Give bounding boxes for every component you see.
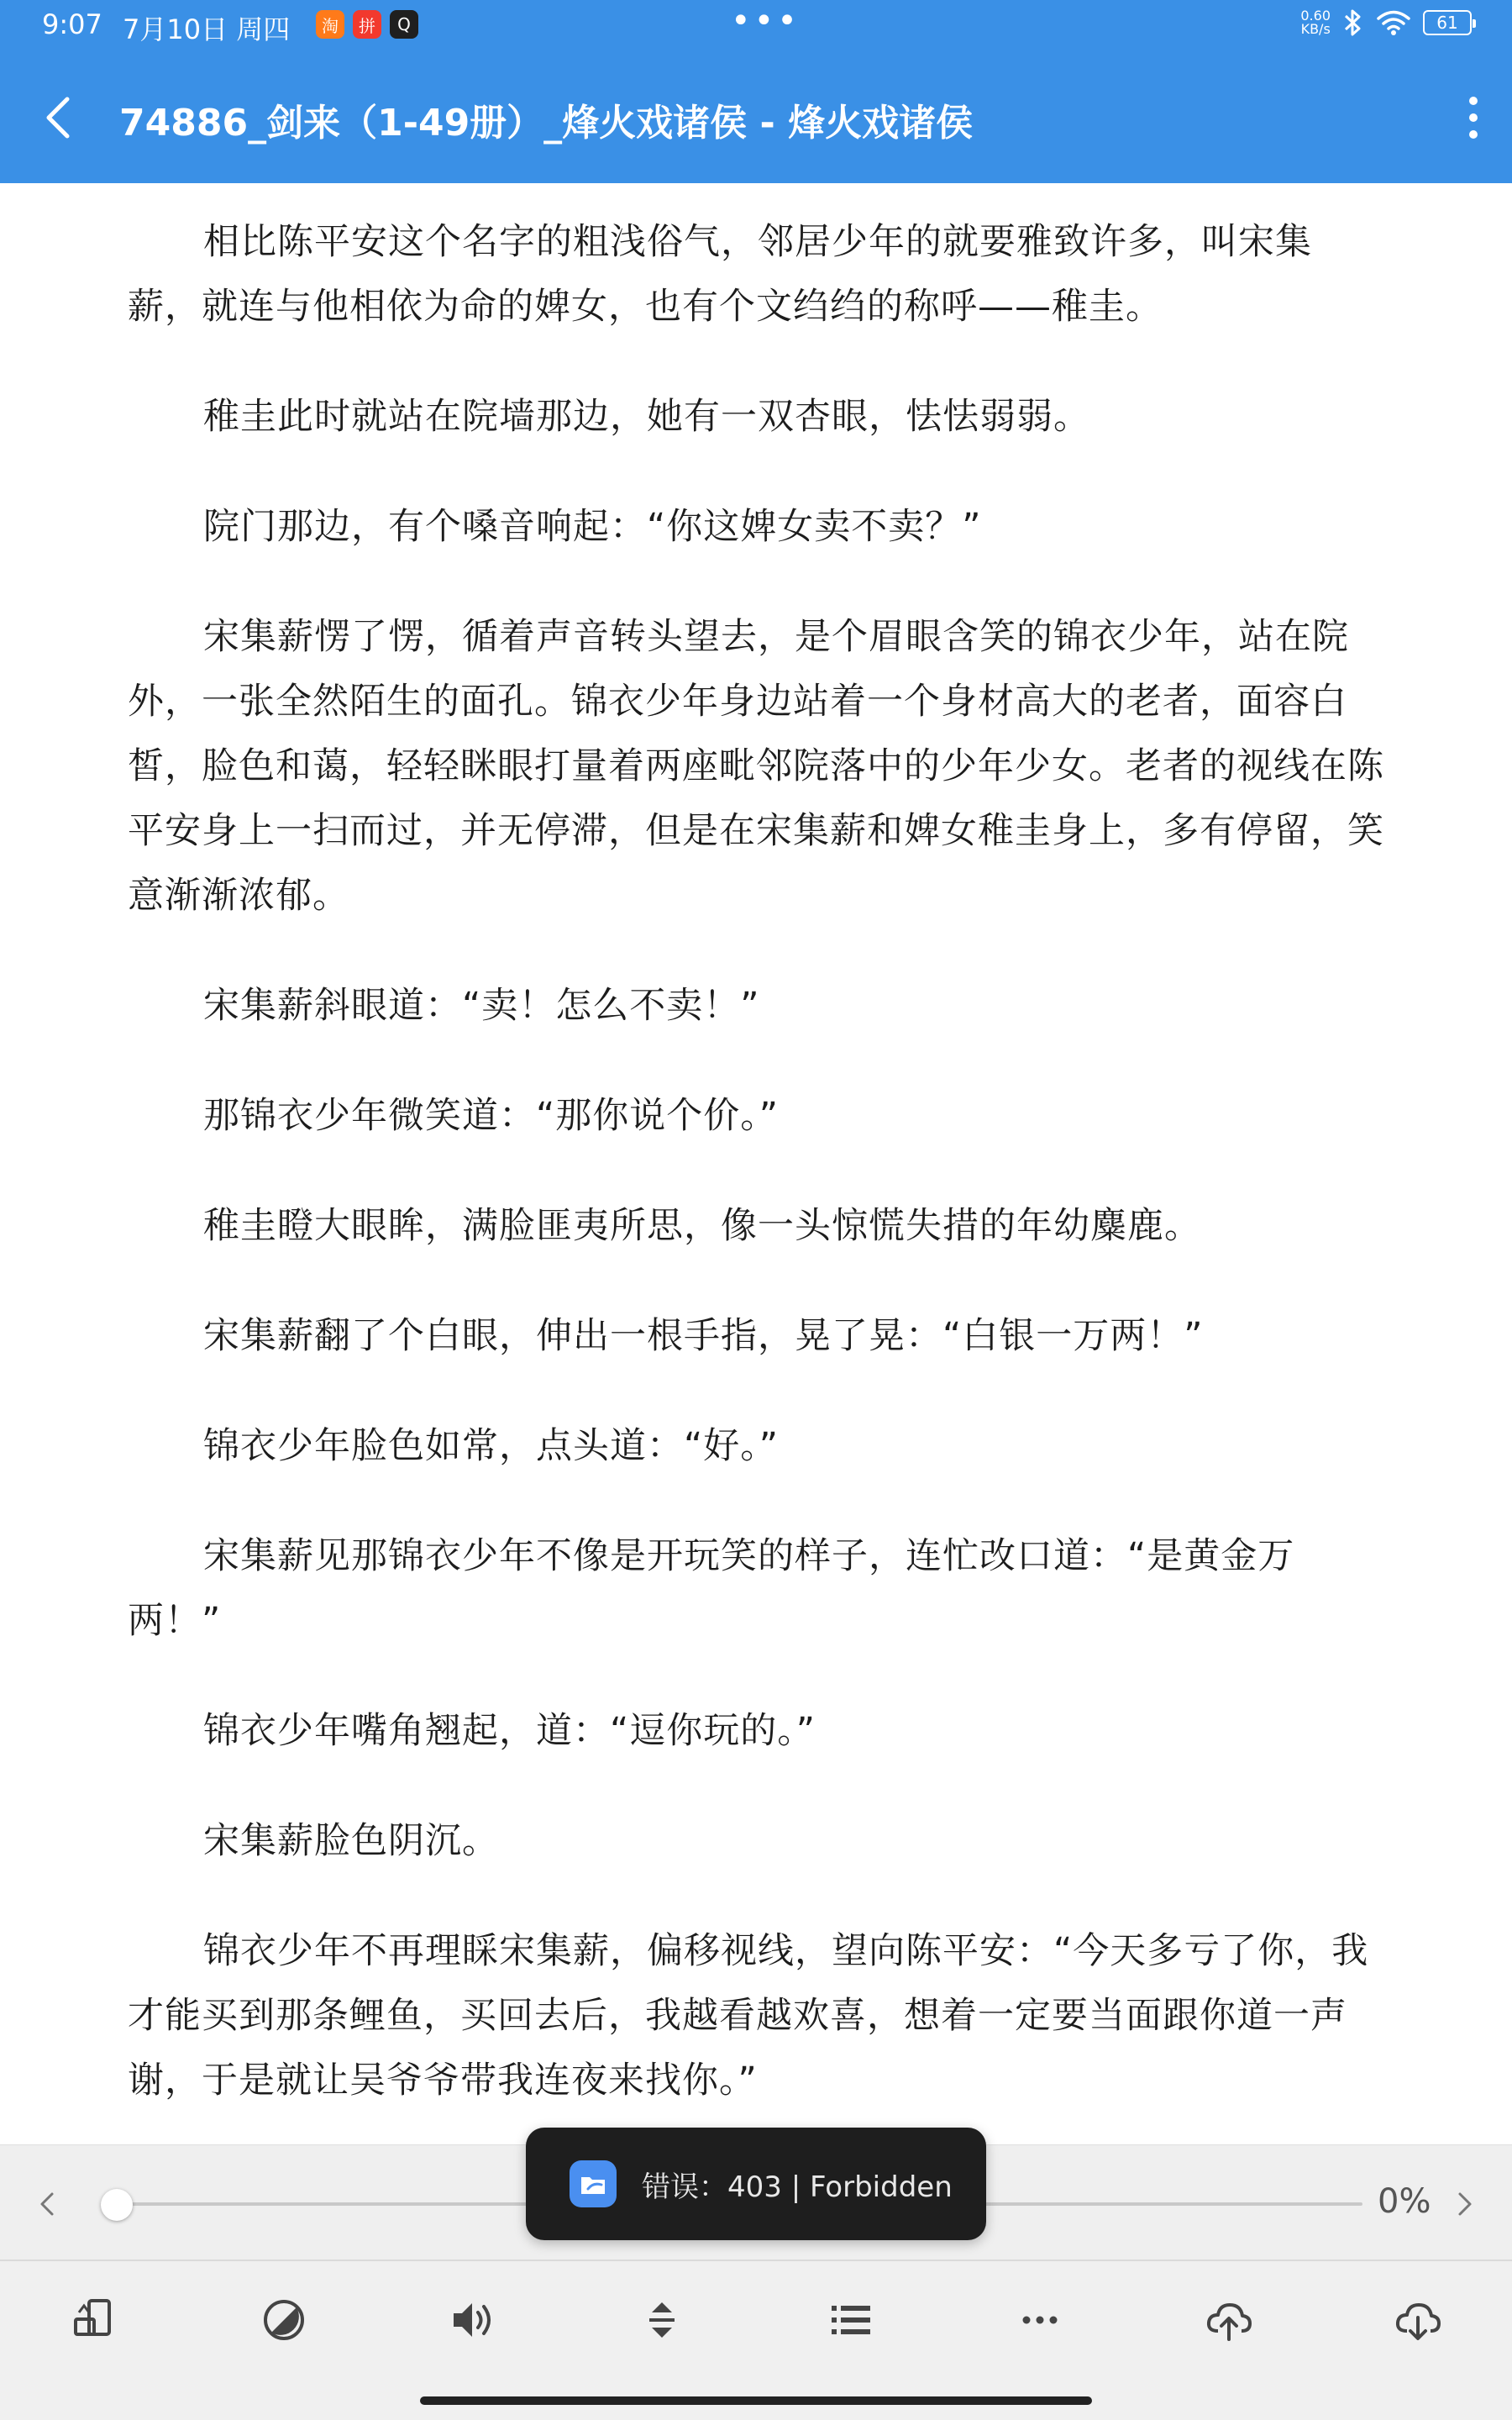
- paragraph: 宋集薪翻了个白眼，伸出一根手指，晃了晃：“白银一万两！”: [203, 1315, 1204, 1357]
- upload-progress-button[interactable]: [1134, 2261, 1323, 2379]
- progress-percent: 0%: [1378, 2182, 1431, 2221]
- upload-progress-icon: [1205, 2296, 1253, 2344]
- status-dots: •••: [731, 2, 801, 40]
- paragraph: 那锦衣少年微笑道：“那你说个价。”: [203, 1095, 780, 1137]
- reading-content[interactable]: [128, 210, 1384, 2159]
- status-app-icons: [316, 10, 418, 39]
- network-speed-value: 0.60: [1300, 8, 1331, 24]
- paragraph: 相比陈平安这个名字的粗浅俗气，邻居少年的就要雅致许多，叫宋集薪，就连与他相依为命的婢女，也有个文绉绉的称呼——稚圭。: [128, 221, 1312, 328]
- paragraph: 宋集薪见那锦衣少年不像是开玩笑的样子，连忙改口道：“是黄金万两！”: [128, 1535, 1295, 1642]
- status-time: 9:07: [42, 8, 102, 40]
- brightness-button[interactable]: [189, 2261, 378, 2379]
- paragraph: 院门那边，有个嗓音响起：“你这婢女卖不卖？”: [203, 506, 982, 548]
- more-vertical-icon[interactable]: [1465, 92, 1482, 143]
- toast-message: 错误：403 | Forbidden: [642, 2170, 953, 2204]
- screen-orientation-button[interactable]: [0, 2261, 189, 2379]
- paragraph: 锦衣少年脸色如常，点头道：“好。”: [203, 1425, 780, 1467]
- battery-indicator: 61: [1423, 10, 1472, 35]
- paragraph: 稚圭此时就站在院墙那边，她有一双杏眼，怯怯弱弱。: [203, 396, 1090, 438]
- read-aloud-icon: [449, 2296, 497, 2344]
- paragraph: 宋集薪脸色阴沉。: [203, 1820, 499, 1862]
- reader-toolbar: [0, 2261, 1512, 2379]
- bluetooth-icon: [1342, 8, 1364, 37]
- network-speed: [1300, 9, 1331, 36]
- app-bar: [0, 52, 1512, 183]
- previous-chapter-icon[interactable]: [37, 2189, 57, 2219]
- paragraph: 锦衣少年嘴角翘起，道：“逗你玩的。”: [203, 1710, 816, 1752]
- paragraph: 宋集薪愣了愣，循着声音转头望去，是个眉眼含笑的锦衣少年，站在院外，一张全然陌生的面孔。锦衣少年身边站着一个身材高大的老者，面容白皙，脸色和蔼，轻轻眯眼打量着两座毗邻院落中的少年少女。老者的视线在陈平安身上一扫而过，并无停滞，但是在宋集薪和婢女稚圭身上，多有停留，笑意渐渐浓郁。: [128, 616, 1384, 917]
- wifi-icon: [1376, 9, 1411, 36]
- table-of-contents-icon: [827, 2296, 875, 2344]
- paragraph: 锦衣少年不再理睬宋集薪，偏移视线，望向陈平安：“今天多亏了你，我才能买到那条鲤鱼，买回去后，我越看越欢喜，想着一定要当面跟你道一声谢，于是就让吴爷爷带我连夜来找你。”: [128, 1930, 1369, 2102]
- download-progress-button[interactable]: [1323, 2261, 1512, 2379]
- app-icon: [570, 2160, 617, 2207]
- more-options-icon: [1016, 2296, 1064, 2344]
- paragraph: 稚圭瞪大眼眸，满脸匪夷所思，像一头惊慌失措的年幼麋鹿。: [203, 1205, 1201, 1247]
- screen-orientation-icon: [71, 2296, 119, 2344]
- brightness-icon: [260, 2296, 308, 2344]
- read-aloud-button[interactable]: [378, 2261, 567, 2379]
- folder-cloud-icon: [578, 2169, 608, 2199]
- table-of-contents-button[interactable]: [756, 2261, 945, 2379]
- qq-icon: Q: [390, 10, 418, 39]
- back-arrow-icon[interactable]: [42, 96, 76, 139]
- network-speed-unit: KB/s: [1300, 21, 1331, 37]
- auto-scroll-icon: [638, 2296, 686, 2344]
- top-bar: [0, 0, 1512, 183]
- book-title: 74886_剑来（1-49册）_烽火戏诸侯 - 烽火戏诸侯: [119, 102, 974, 145]
- status-date: 7月10日 周四: [123, 13, 291, 45]
- auto-scroll-button[interactable]: [567, 2261, 756, 2379]
- next-chapter-icon[interactable]: [1455, 2189, 1475, 2219]
- paragraph: 宋集薪斜眼道：“卖！怎么不卖！”: [203, 985, 760, 1027]
- pinduoduo-icon: 拼: [353, 10, 381, 39]
- error-toast: [526, 2128, 986, 2240]
- more-options-button[interactable]: [945, 2261, 1134, 2379]
- home-indicator[interactable]: [420, 2396, 1092, 2405]
- progress-slider-thumb[interactable]: [101, 2189, 133, 2221]
- download-progress-icon: [1394, 2296, 1442, 2344]
- status-bar: [0, 0, 1512, 52]
- status-right: [1300, 8, 1472, 37]
- taobao-icon: 淘: [316, 10, 344, 39]
